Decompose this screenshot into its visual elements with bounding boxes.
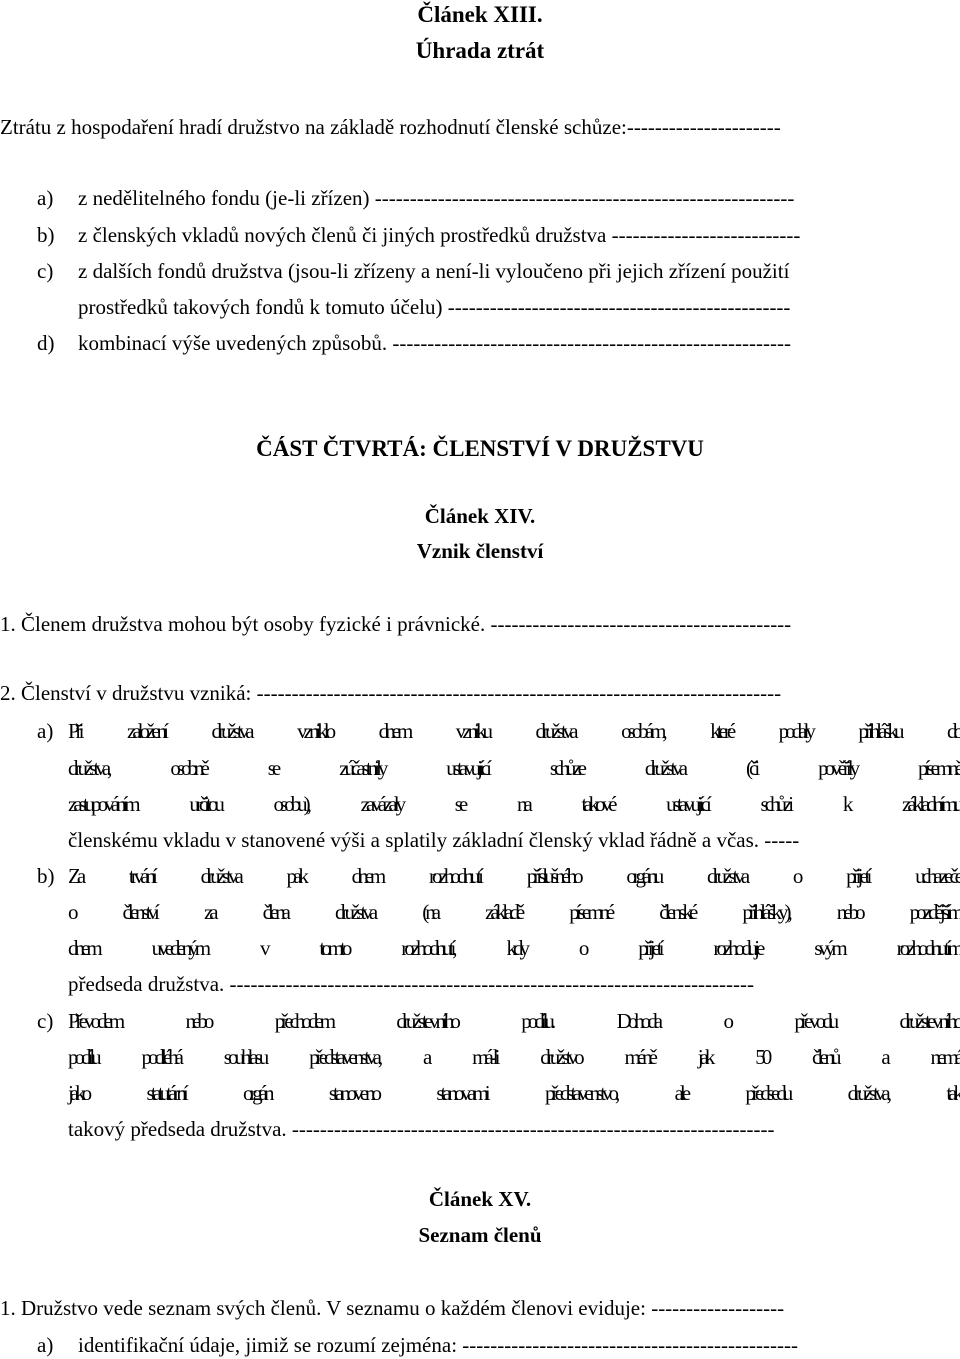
list-item-text: kombinací výše uvedených způsobů. --------------------------------------------------------- xyxy=(78,331,791,355)
list-item-label: d) xyxy=(37,331,55,355)
article-15-paragraph-1: 1. Družstvo vede seznam svých členů. V seznamu o každém členovi eviduje: ------------------- xyxy=(0,1296,785,1320)
list-item-label: b) xyxy=(37,864,55,888)
list-item-label: b) xyxy=(37,223,55,247)
article-13-intro: Ztrátu z hospodaření hradí družstvo na základě rozhodnutí členské schůze:---------------------- xyxy=(0,115,781,139)
part-4-title: ČÁST ČTVRTÁ: ČLENSTVÍ V DRUŽSTVU xyxy=(256,436,704,461)
list-item-text: prostředků takových fondů k tomuto účelu) ------------------------------------------------- xyxy=(78,295,791,319)
list-item-label: c) xyxy=(37,1009,54,1033)
list-item-text: z nedělitelného fondu (je-li zřízen) ------------------------------------------------------------ xyxy=(78,186,795,210)
list-item-text: zastupováním určitou osobu), zavázaly se na takové ustavující schůzi k základnímu xyxy=(68,792,960,816)
list-item-label: a) xyxy=(37,186,54,210)
article-15-title: Seznam členů xyxy=(418,1223,542,1247)
list-item-text: identifikační údaje, jimiž se rozumí zejména: ------------------------------------------------ xyxy=(78,1333,798,1357)
article-14-title: Vznik členství xyxy=(416,539,544,563)
list-item-text: předseda družstva. --------------------------------------------------------------------------- xyxy=(68,972,755,996)
list-item-text: Za trvání družstva pak dnem rozhodnutí příslušného orgánu družstva o přijetí uchazeče xyxy=(68,864,960,888)
list-item-label: a) xyxy=(37,719,54,743)
list-item-text: jako statutární orgán stanoveno stanovami představenstvo, ale předsedu družstva, tak xyxy=(68,1081,960,1105)
article-14-heading: Článek XIV. xyxy=(424,504,536,528)
list-item-text: z dalších fondů družstva (jsou-li zřízeny a není-li vyloučeno při jejich zřízení použití xyxy=(78,259,790,283)
article-13-heading: Článek XIII. xyxy=(417,2,543,27)
list-item-label: a) xyxy=(37,1333,54,1357)
list-item-text: Při založení družstva vzniklo dnem vzniku družstva osobám, které podaly přihlášku do xyxy=(68,719,960,743)
article-13-title: Úhrada ztrát xyxy=(415,38,545,63)
list-item-text: takový předseda družstva. --------------------------------------------------------------------- xyxy=(68,1117,775,1141)
article-14-paragraph-2: 2. Členství v družstvu vzniká: --------------------------------------------------------------------------- xyxy=(0,681,782,705)
list-item-label: c) xyxy=(37,259,54,283)
article-15-heading: Článek XV. xyxy=(428,1187,532,1211)
list-item-text: dnem uvedeným v tomto rozhodnutí, kdy o přijetí rozhoduje svým rozhodnutím xyxy=(68,936,960,960)
article-14-paragraph-1: 1. Členem družstva mohou být osoby fyzické i právnické. ------------------------------------------- xyxy=(0,612,792,636)
list-item-text: podílu podléhá souhlasu představenstva, a má-li družstvo méně jak 50 členů a nemá xyxy=(68,1045,960,1069)
list-item-text: o členství za člena družstva (na základě písemné členské přihlášky), nebo pozdějším xyxy=(68,900,960,924)
list-item-text: Převodem nebo přechodem družstevního podílu. Dohoda o převodu družstevního xyxy=(68,1009,960,1033)
list-item-text: z členských vkladů nových členů či jiných prostředků družstva --------------------------- xyxy=(78,223,801,247)
list-item-text: členskému vkladu v stanovené výši a splatily základní členský vklad řádně a včas. ----- xyxy=(68,828,800,852)
list-item-text: družstva, osobně se zúčastnily ustavující schůze družstva (či pověřily písemně xyxy=(68,756,960,780)
